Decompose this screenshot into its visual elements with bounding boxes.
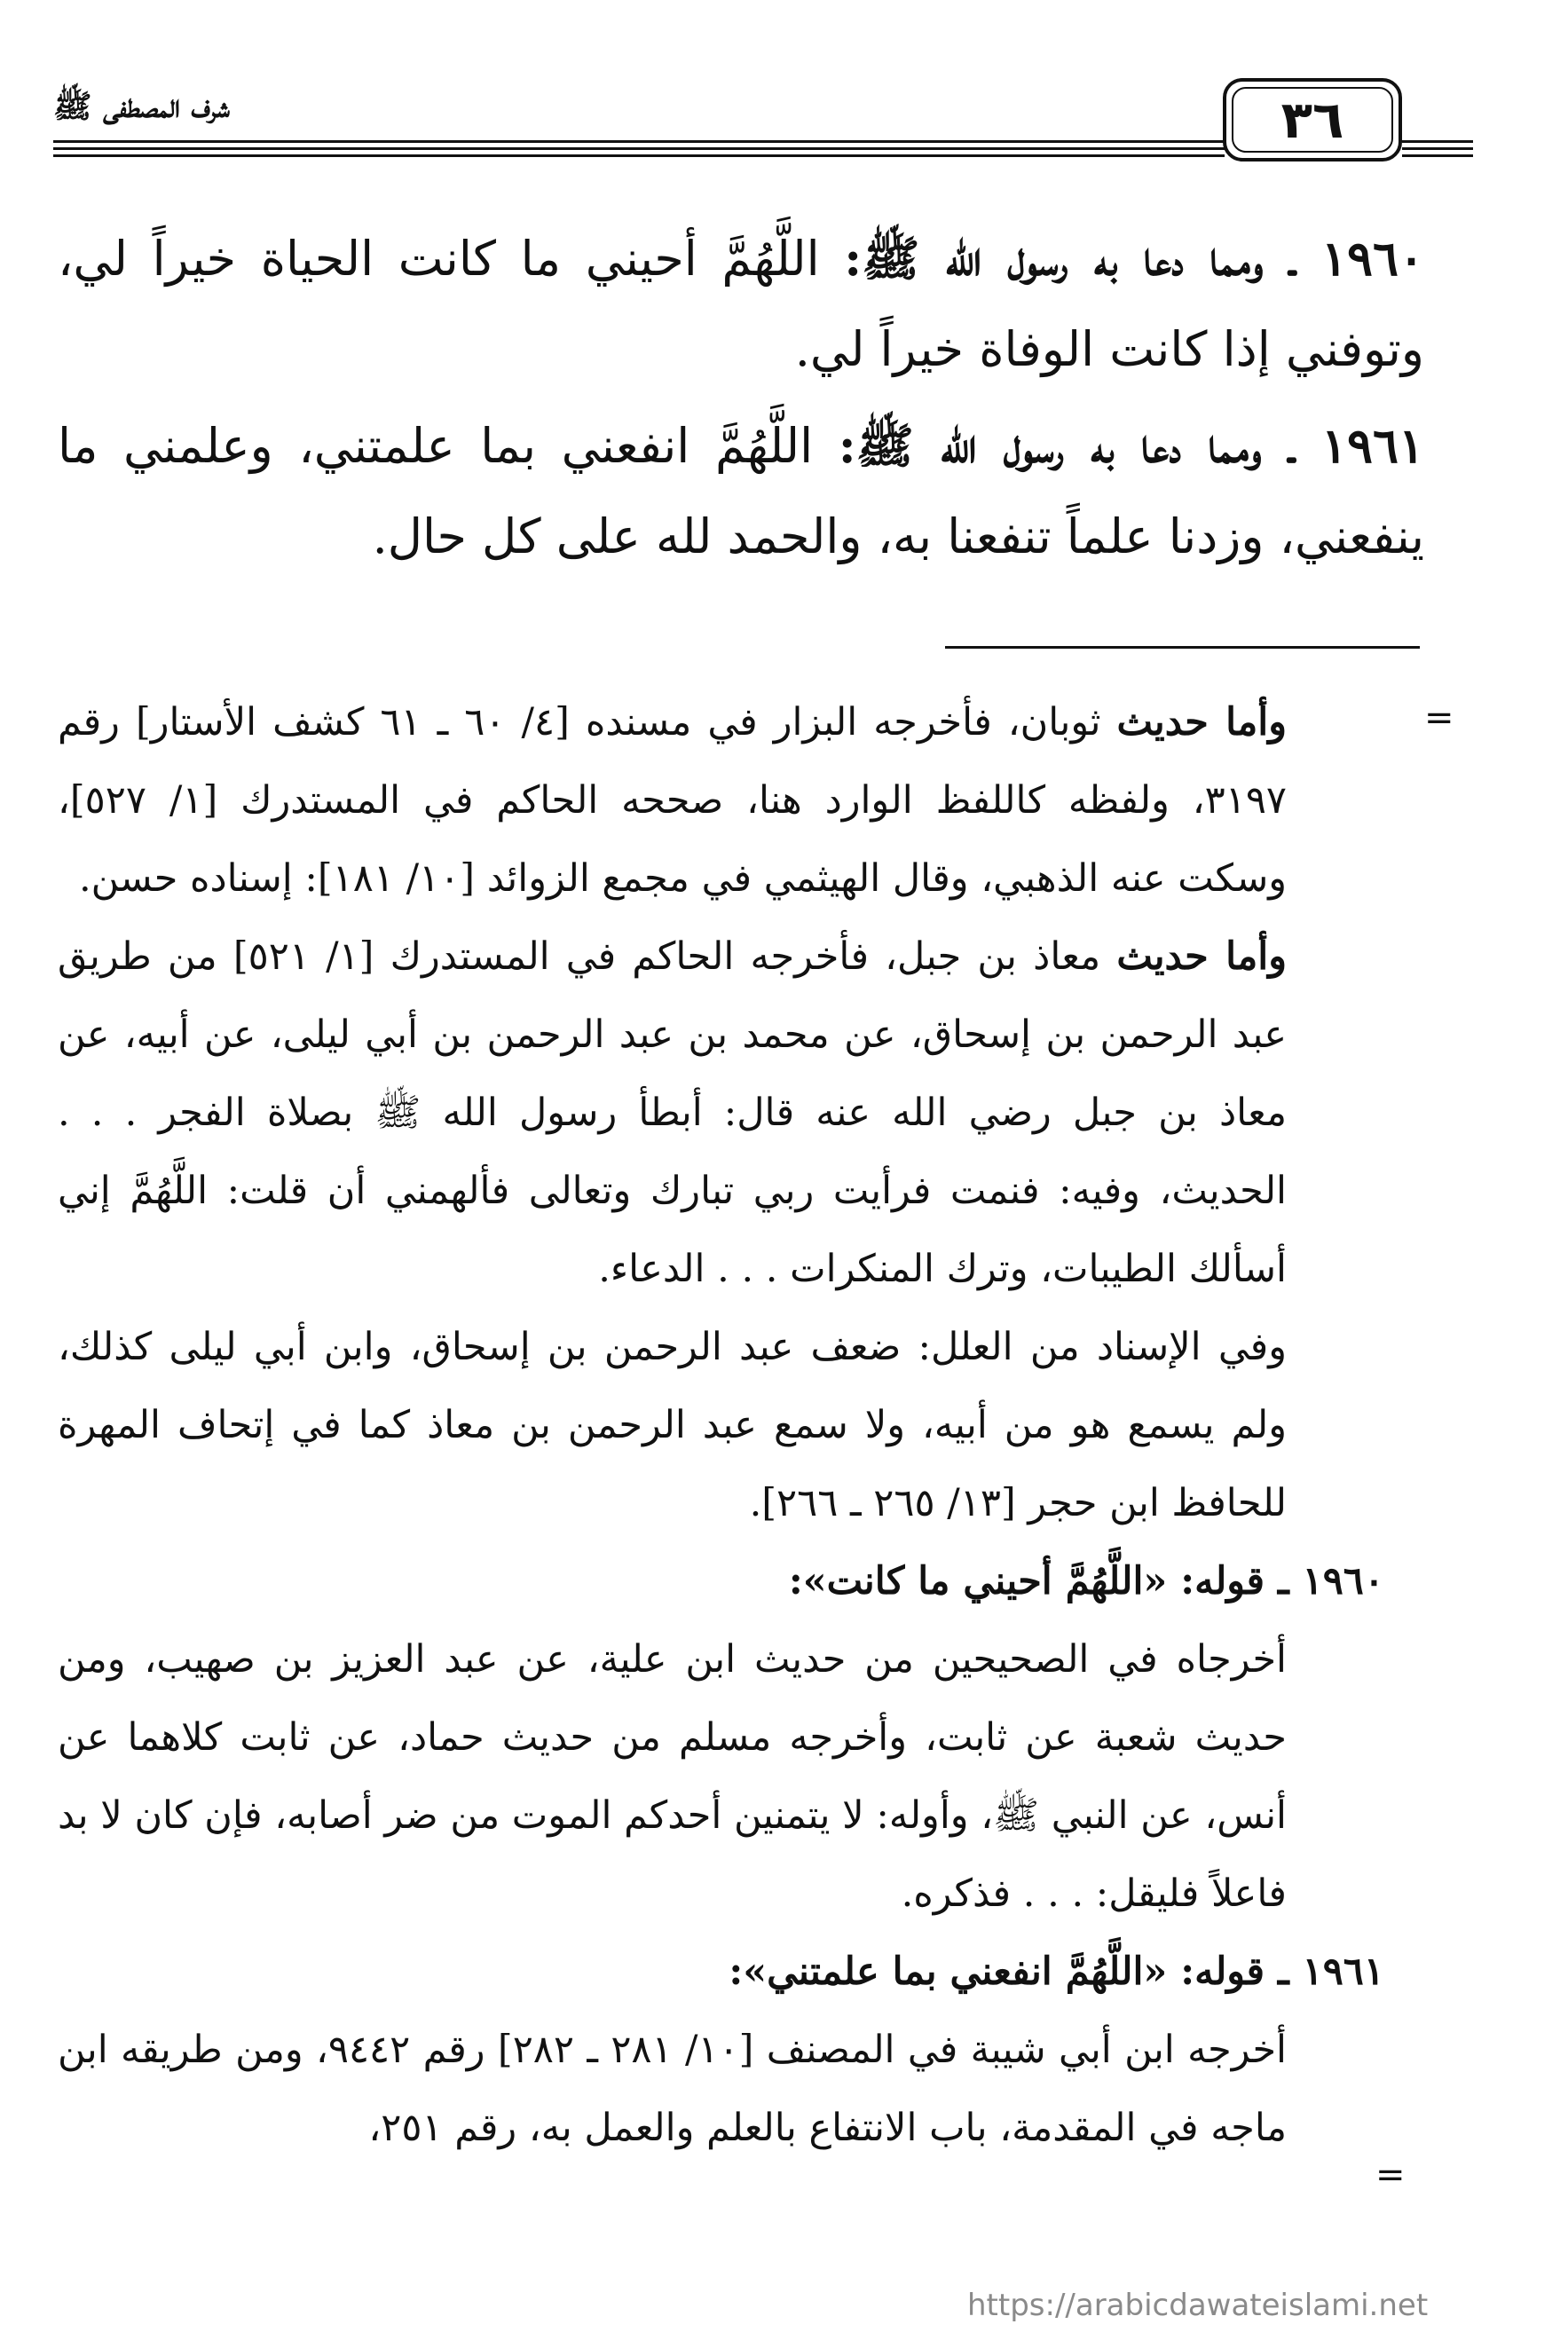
header-rule: [1402, 147, 1473, 150]
footnote-paragraph: [58, 1308, 1287, 1542]
page-number: ٣٦: [1280, 90, 1344, 150]
hadith-paragraph: [58, 400, 1424, 582]
continuation-mark: =: [1424, 697, 1454, 738]
footnote-paragraph: [58, 683, 1287, 918]
footnote-text: ثوبان، فأخرجه البزار في مسنده [٤/ ٦٠ ـ ٦١ كشف الأستار] رقم ٣١٩٧، ولفظه كاللفظ الوارد هنا، صححه الحاكم في المستدرك [١/ ٥٢٧]، وسكت عنه الذهبي، وقال الهيثمي في مجمع الزوائد [١٠/ ١٨١]: إسناده حسن.: [58, 700, 1288, 901]
footnote-heading: ١٩٦٠ ـ قوله: «اللَّهُمَّ أحيني ما كانت»:: [788, 1559, 1384, 1603]
page-number-frame: [1223, 78, 1402, 162]
main-text: [58, 213, 1424, 587]
footnote-paragraph: [58, 918, 1287, 1308]
page-header: [53, 71, 1429, 169]
footnote-text: أخرجه ابن أبي شيبة في المصنف [١٠/ ٢٨١ ـ ٢٨٢] رقم ٩٤٤٢، ومن طريقه ابن ماجه في المقدمة، باب الانتفاع بالعلم والعمل به، رقم ٢٥١،: [58, 2028, 1288, 2150]
hadith-heading: ١٩٦٠ ـ ومما دعا به رسول الله ﷺ:: [844, 230, 1424, 287]
footnote-paragraph: [58, 1620, 1287, 1933]
watermark-url: https://arabicdawateislami.net: [967, 2288, 1429, 2323]
hadith-paragraph: [58, 213, 1424, 395]
footnotes: [58, 683, 1384, 2167]
footnote-separator: [945, 646, 1420, 649]
header-rule: [1402, 154, 1473, 157]
hadith-text: اللَّهُمَّ انفعني بما علمتني، وعلمني ما ينفعني، وزدنا علماً تنفعنا به، والحمد لله على كل حال.: [58, 418, 1424, 564]
footnote-heading: ١٩٦١ ـ قوله: «اللَّهُمَّ انفعني بما علمتني»:: [729, 1950, 1384, 1994]
header-rule: [53, 147, 1225, 150]
header-rule: [53, 140, 1225, 143]
footnote-lead: وأما حديث: [1116, 934, 1287, 979]
header-rule: [53, 154, 1225, 157]
footnote-lead: وأما حديث: [1116, 700, 1288, 745]
footnote-text: معاذ بن جبل، فأخرجه الحاكم في المستدرك [١/ ٥٢١] من طريق عبد الرحمن بن إسحاق، عن محمد بن عبد الرحمن بن أبي ليلى، عن أبيه، عن معاذ بن جبل رضي الله عنه قال: أبطأ رسول الله ﷺ بصلاة الفجر . . . الحديث، وفيه: فنمت فرأيت ربي تبارك وتعالى فألهمني أن قلت: اللَّهُمَّ إني أسألك الطيبات، وترك المنكرات . . . الدعاء.: [58, 934, 1287, 1291]
continuation-mark: =: [1375, 2155, 1406, 2195]
running-title: شرف المصطفى ﷺ: [53, 88, 230, 125]
footnote-text: وفي الإسناد من العلل: ضعف عبد الرحمن بن إسحاق، وابن أبي ليلى كذلك، ولم يسمع هو من أبيه، ولا سمع عبد الرحمن بن معاذ كما في إتحاف المهرة للحافظ ابن حجر [١٣/ ٢٦٥ ـ ٢٦٦].: [58, 1325, 1287, 1525]
footnote-text: أخرجاه في الصحيحين من حديث ابن علية، عن عبد العزيز بن صهيب، ومن حديث شعبة عن ثابت، وأخرجه مسلم من حديث حماد، عن ثابت كلاهما عن أنس، عن النبي ﷺ، وأوله: لا يتمنين أحدكم الموت من ضر أصابه، فإن كان لا بد فاعلاً فليقل: . . . فذكره.: [58, 1637, 1287, 1916]
header-rule: [1402, 140, 1473, 143]
hadith-text: اللَّهُمَّ أحيني ما كانت الحياة خيراً لي، وتوفني إذا كانت الوفاة خيراً لي.: [58, 231, 1424, 377]
hadith-heading: ١٩٦١ ـ ومما دعا به رسول الله ﷺ:: [838, 417, 1424, 474]
footnote-paragraph: [58, 2011, 1287, 2167]
